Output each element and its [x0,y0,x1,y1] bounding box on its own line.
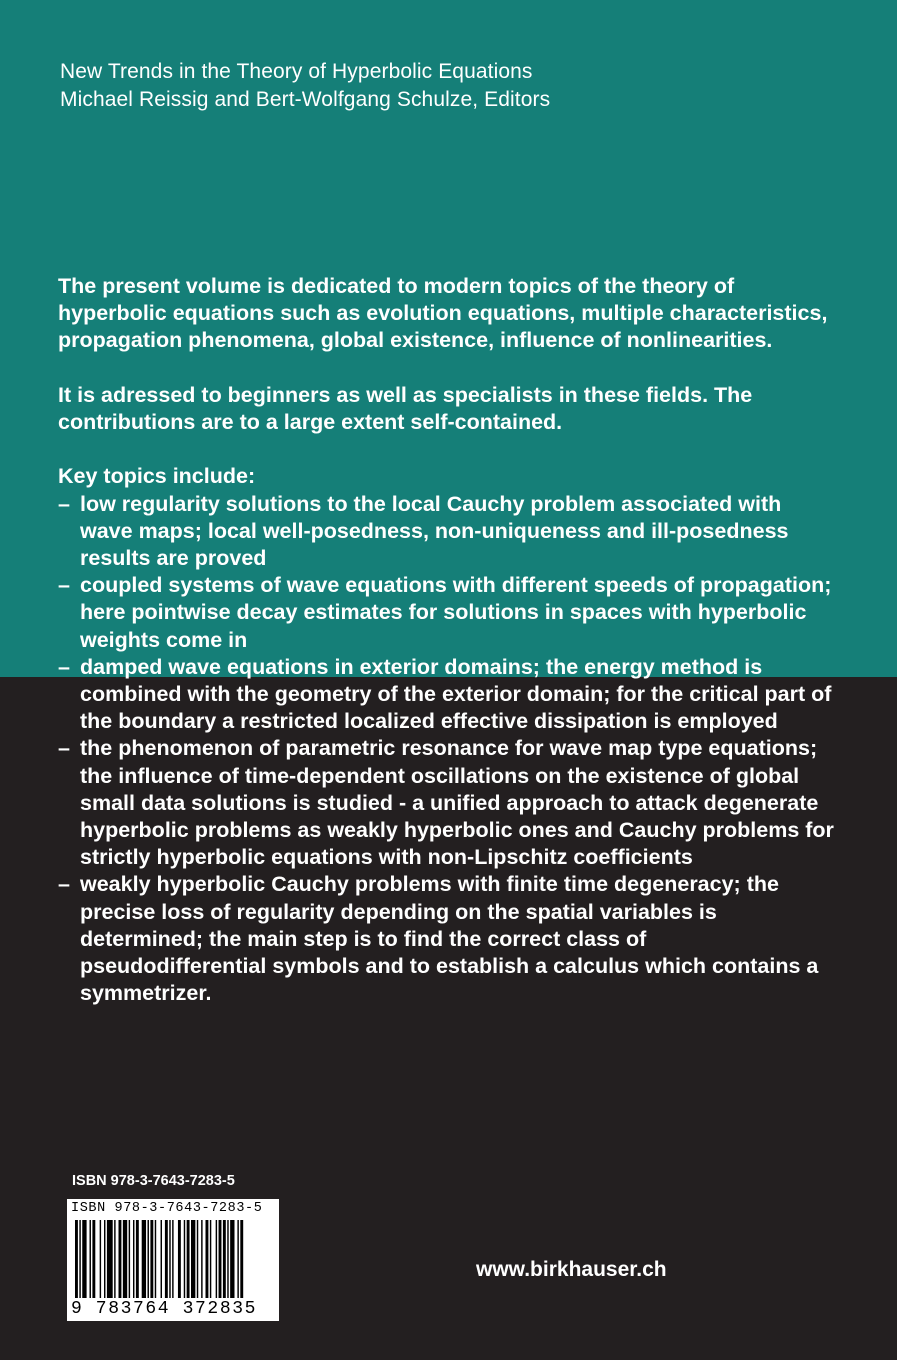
list-item [58,654,838,736]
barcode-bars [75,1220,271,1298]
dash-bullet: – [58,872,70,897]
key-topics-heading: Key topics include: [58,464,256,489]
list-item [58,735,838,871]
topic-text: damped wave equations in exterior domains; the energy method is combined with the geometry of the exterior domain; for the critical part of the boundary a restricted localized effective dissipation is employed [80,654,832,734]
dash-bullet: – [58,654,70,679]
topic-text: low regularity solutions to the local Cauchy problem associated with wave maps; local well-posedness, non-uniqueness and ill-posedness results are proved [80,491,789,570]
dash-bullet: – [58,736,70,761]
book-editors: Michael Reissig and Bert-Wolfgang Schulze, Editors [60,88,551,111]
description-paragraph-2: It is adressed to beginners as well as specialists in these fields. The contributions are to a large extent self-contained. [58,382,753,434]
list-item [58,572,838,654]
barcode-isbn-text: ISBN 978-3-7643-7283-5 [71,1201,263,1216]
description-paragraph-1: The present volume is dedicated to modern topics of the theory of hyperbolic equations such as evolution equations, multiple characteristics, propagation phenomena, global existence, influence of nonlinearities. [58,274,828,353]
book-header [60,58,550,114]
key-topics-list [58,491,838,1008]
publisher-website: www.birkhauser.ch [476,1258,667,1281]
topic-text: weakly hyperbolic Cauchy problems with finite time degeneracy; the precise loss of regularity depending on the spatial variables is determined; the main step is to find the correct class of pseudodifferential symbols and to establish a calculus which contains a symmetrizer. [80,872,819,1006]
topic-text: coupled systems of wave equations with different speeds of propagation; here pointwise decay estimates for solutions in spaces with hyperbolic weights come in [80,573,832,652]
list-item [58,491,838,573]
list-item [58,871,838,1007]
isbn-barcode [67,1199,279,1321]
dash-bullet: – [58,573,70,598]
topic-text: the phenomenon of parametric resonance for wave map type equations; the influence of time-dependent oscillations on the existence of global small data solutions is studied - a unified approach to attack degenerate hyperbolic problems as weakly hyperbolic ones and Cauchy problems for strictly hyperbolic equations with non-Lipschitz coefficients [80,736,834,870]
description-block [58,273,838,1007]
dash-bullet: – [58,491,70,516]
book-title: New Trends in the Theory of Hyperbolic Equations [60,60,533,83]
barcode-digits: 9 783764 372835 [71,1299,258,1319]
isbn-label: ISBN 978-3-7643-7283-5 [72,1173,235,1189]
